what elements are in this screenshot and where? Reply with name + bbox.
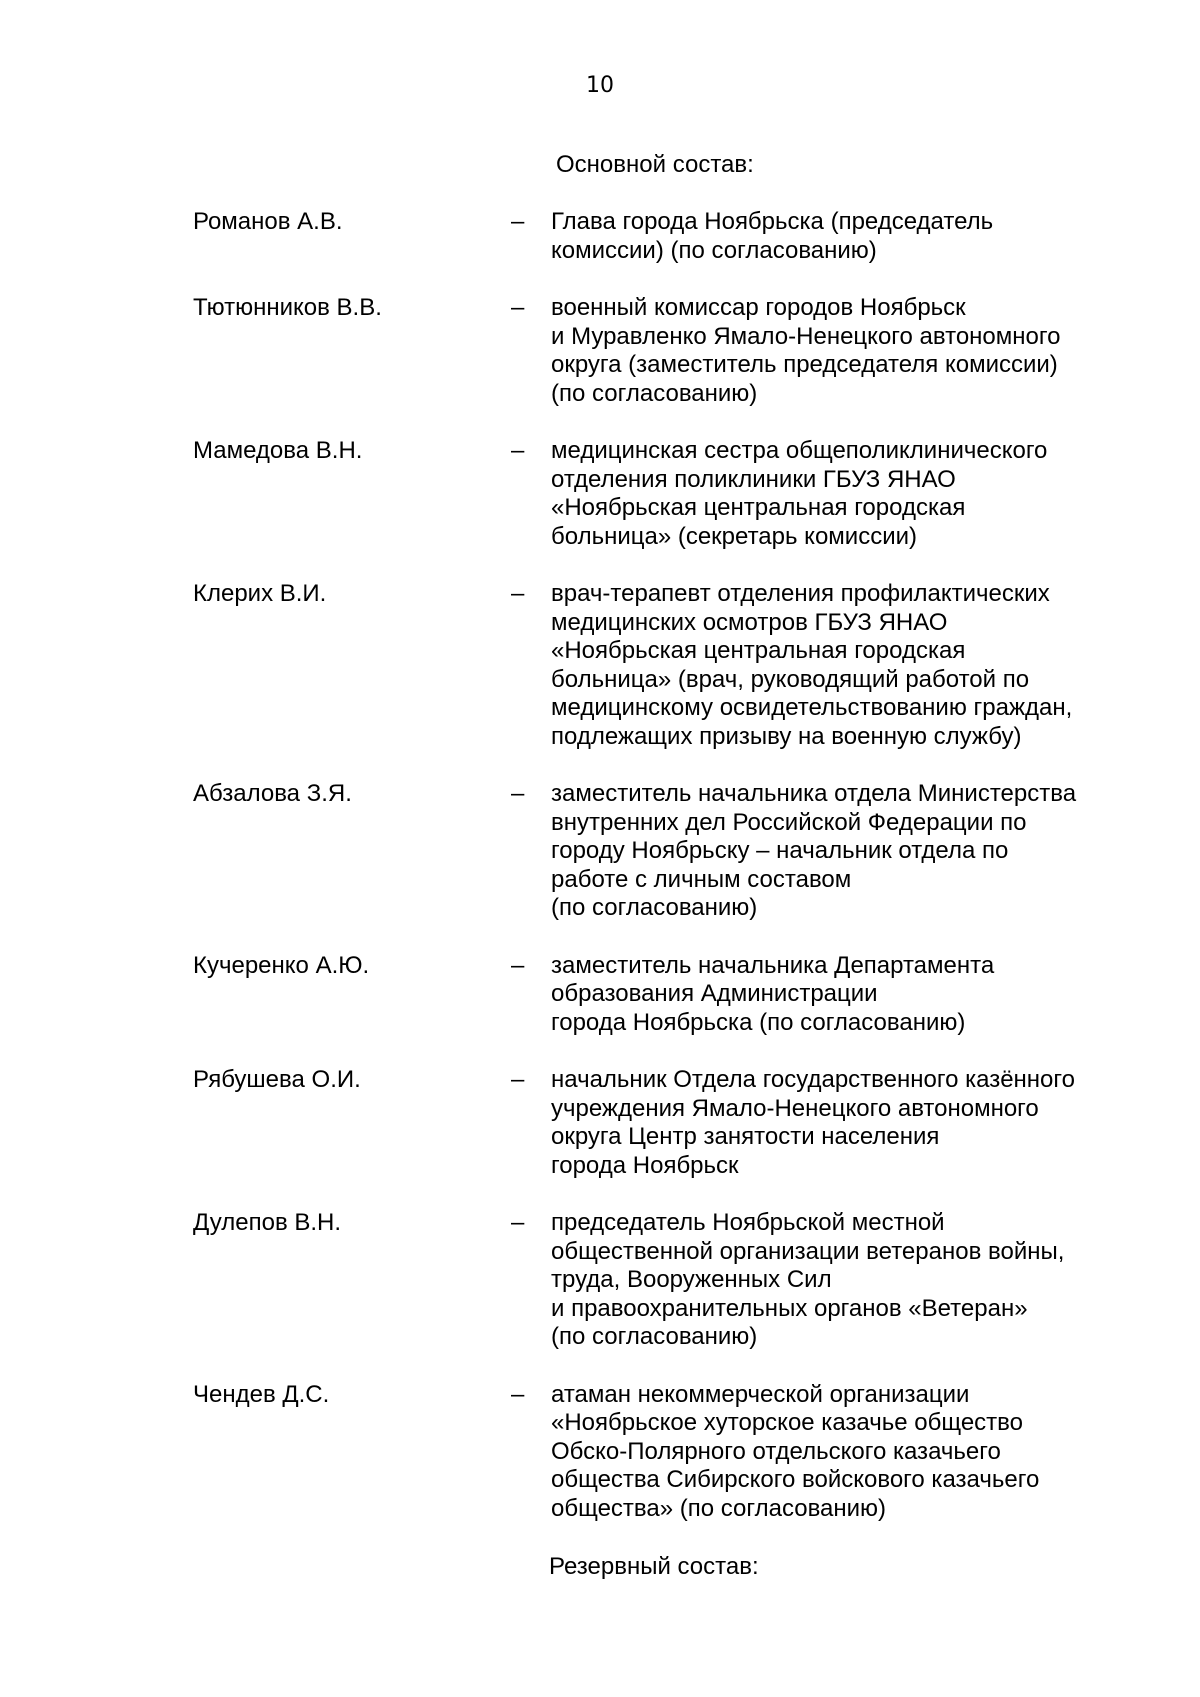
page-number: 10 — [586, 73, 614, 98]
member-role-line: «Ноябрьская центральная городская — [551, 637, 966, 664]
member-dash: – — [511, 294, 525, 321]
member-name: Клерих В.И. — [193, 580, 327, 607]
member-role-line: медицинских осмотров ГБУЗ ЯНАО — [551, 608, 948, 636]
member-role — [551, 580, 1153, 751]
member-row — [193, 1066, 1153, 1180]
member-role-line: атаман некоммерческой организации — [551, 1380, 970, 1408]
member-name: Мамедова В.Н. — [193, 437, 363, 464]
member-role-line: и правоохранительных органов «Ветеран» — [551, 1294, 1028, 1322]
member-role-line: и Муравленко Ямало-Ненецкого автономного — [551, 322, 1061, 350]
member-role-line: общества Сибирского войскового казачьего — [551, 1466, 1040, 1493]
member-role-line: врач-терапевт отделения профилактических — [551, 580, 1050, 607]
member-role-line: «Ноябрьская центральная городская — [551, 494, 966, 521]
member-name: Рябушева О.И. — [193, 1066, 361, 1093]
member-row — [193, 1381, 1153, 1524]
member-role — [551, 1381, 1153, 1524]
member-role-line: комиссии) (по согласованию) — [551, 236, 877, 264]
member-role-line: Глава города Ноябрьска (председатель — [551, 208, 994, 235]
member-name: Романов А.В. — [193, 208, 343, 235]
member-name: Абзалова З.Я. — [193, 780, 352, 807]
member-dash: – — [511, 1209, 525, 1236]
member-role-line: больница» (врач, руководящий работой по — [551, 665, 1030, 693]
member-role-line: заместитель начальника отдела Министерства — [551, 780, 1077, 807]
member-role-line: города Ноябрьск — [551, 1151, 739, 1179]
member-row — [193, 437, 1153, 551]
member-role-line: заместитель начальника Департамента — [551, 951, 995, 979]
member-role-line: учреждения Ямало-Ненецкого автономного — [551, 1094, 1039, 1122]
member-role-line: (по согласованию) — [551, 379, 758, 407]
members-list — [193, 208, 1153, 1552]
member-role — [551, 294, 1153, 408]
member-role — [551, 437, 1153, 551]
main-composition-heading: Основной состав: — [556, 151, 754, 178]
member-role-line: округа (заместитель председателя комиссии) — [551, 351, 1058, 378]
member-dash: – — [511, 437, 525, 464]
member-role — [551, 1066, 1153, 1180]
member-name: Кучеренко А.Ю. — [193, 951, 370, 979]
member-role-line: председатель Ноябрьской местной — [551, 1209, 945, 1236]
member-dash: – — [511, 780, 525, 807]
member-row — [193, 580, 1153, 751]
member-role-line: общества» (по согласованию) — [551, 1494, 887, 1522]
member-dash: – — [511, 208, 525, 235]
member-role-line: общественной организации ветеранов войны, — [551, 1237, 1065, 1265]
member-role-line: (по согласованию) — [551, 1323, 758, 1350]
member-role-line: военный комиссар городов Ноябрьск — [551, 294, 966, 321]
member-role — [551, 952, 1153, 1038]
member-role-line: (по согласованию) — [551, 894, 758, 921]
member-dash: – — [511, 1066, 525, 1093]
member-role-line: внутренних дел Российской Федерации по — [551, 808, 1027, 836]
member-row — [193, 294, 1153, 408]
member-role — [551, 780, 1153, 923]
member-role-line: медицинскому освидетельствованию граждан, — [551, 694, 1073, 721]
member-role — [551, 208, 1153, 265]
member-row — [193, 952, 1153, 1038]
member-role-line: больница» (секретарь комиссии) — [551, 522, 917, 550]
member-role-line: образования Администрации — [551, 980, 878, 1007]
member-name: Дулепов В.Н. — [193, 1209, 342, 1236]
member-dash: – — [511, 580, 525, 607]
member-role-line: труда, Вооруженных Сил — [551, 1266, 832, 1293]
member-dash: – — [511, 951, 525, 979]
member-row — [193, 780, 1153, 923]
member-name: Тютюнников В.В. — [193, 294, 382, 321]
member-row — [193, 1209, 1153, 1352]
member-role-line: работе с личным составом — [551, 865, 852, 893]
member-role-line: городу Ноябрьску – начальник отдела по — [551, 837, 1009, 864]
member-role-line: города Ноябрьска (по согласованию) — [551, 1008, 966, 1036]
member-role-line: Обско-Полярного отдельского казачьего — [551, 1437, 1001, 1465]
member-role-line: подлежащих призыву на военную службу) — [551, 722, 1022, 750]
member-role-line: отделения поликлиники ГБУЗ ЯНАО — [551, 465, 956, 493]
member-role — [551, 1209, 1153, 1352]
member-row — [193, 208, 1153, 265]
member-role-line: начальник Отдела государственного казённого — [551, 1066, 1075, 1093]
member-role-line: медицинская сестра общеполиклинического — [551, 437, 1048, 464]
reserve-composition-heading: Резервный состав: — [549, 1553, 759, 1580]
member-name: Чендев Д.С. — [193, 1380, 330, 1408]
member-dash: – — [511, 1380, 525, 1408]
member-role-line: «Ноябрьское хуторское казачье общество — [551, 1409, 1023, 1436]
member-role-line: округа Центр занятости населения — [551, 1123, 940, 1150]
